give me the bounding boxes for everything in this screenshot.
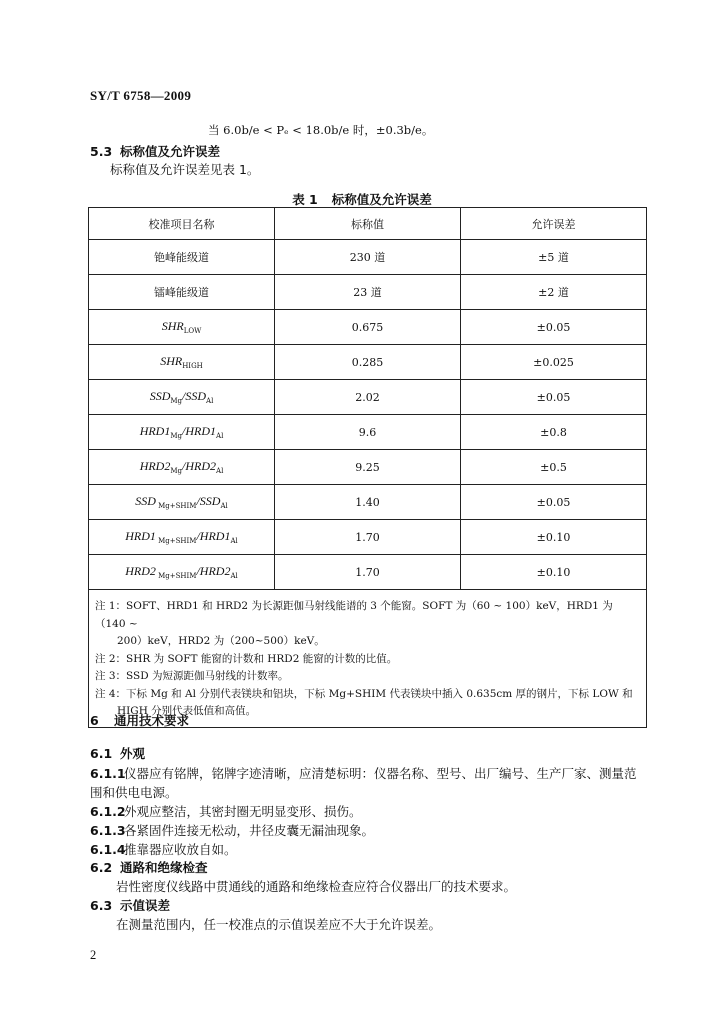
row-item: 铯峰能级道	[89, 240, 275, 275]
section-6-3-text: 在测量范围内，任一校准点的示值误差应不大于允许误差。	[116, 917, 442, 932]
table-row	[89, 485, 647, 520]
row-tolerance: ±0.10	[461, 520, 647, 555]
row-tolerance: ±0.05	[461, 380, 647, 415]
table-notes-row	[89, 590, 647, 728]
row-item: HRD2 $_{Mg+SHIM}/HRD2_{Al}$	[89, 555, 275, 590]
section-title: 通路和绝缘检查	[120, 860, 208, 875]
section-6-2-text: 岩性密度仪线路中贯通线的通路和绝缘检查应符合仪器出厂的技术要求。	[116, 879, 517, 894]
clause-number: 6.1.3	[90, 823, 126, 838]
header-tolerance: 允许误差	[461, 208, 647, 240]
table-caption	[0, 190, 724, 208]
row-item: $HRD1_{Mg}/HRD1_{Al}$	[89, 415, 275, 450]
row-tolerance: ±0.05	[461, 485, 647, 520]
table-caption-label: 表 1	[292, 192, 318, 207]
section-number: 6.2	[90, 860, 113, 875]
table-notes	[89, 590, 647, 728]
clause-text: 外观应整洁，其密封圈无明显变形、损伤。	[124, 804, 362, 819]
header-item: 校准项目名称	[89, 208, 275, 240]
clause-text: 推靠器应收放自如。	[124, 842, 237, 857]
clause-text: 各紧固件连接无松动，井径皮囊无漏油现象。	[124, 823, 375, 838]
table-row	[89, 240, 647, 275]
section-number: 5.3	[90, 144, 113, 159]
note-2: 注 2：SHR 为 SOFT 能窗的计数和 HRD2 能窗的计数的比值。	[95, 652, 398, 665]
section-title: 标称值及允许误差	[120, 144, 221, 159]
note-1: 注 1：SOFT、HRD1 和 HRD2 为长源距伽马射线能谱的 3 个能窗。SOFT 为（60 ~ 100）keV，HRD1 为（140 ~	[95, 600, 613, 630]
clause-number: 6.1.4	[90, 842, 126, 857]
note-1-continued: 200）keV，HRD2 为（200~500）keV。	[117, 635, 325, 647]
table-row	[89, 275, 647, 310]
clause-6-1-1-continued: 围和供电电源。	[90, 785, 178, 800]
row-nominal: 0.285	[275, 345, 461, 380]
section-5-3-heading	[90, 142, 220, 160]
section-title: 通用技术要求	[114, 713, 190, 728]
clause-text: 仪器应有铭牌，铭牌字迹清晰，应清楚标明：仪器名称、型号、出厂编号、生产厂家、测量范	[124, 766, 637, 781]
note-4-continued: HIGH 分别代表低值和高值。	[117, 705, 257, 717]
row-nominal: 9.6	[275, 415, 461, 450]
row-tolerance: ±0.5	[461, 450, 647, 485]
clause-6-1-2	[90, 802, 362, 820]
clause-number: 6.1.2	[90, 804, 126, 819]
row-item: 镭峰能级道	[89, 275, 275, 310]
row-tolerance: ±0.05	[461, 310, 647, 345]
section-6-2-heading	[90, 858, 208, 876]
table-row	[89, 345, 647, 380]
row-tolerance: ±5 道	[461, 240, 647, 275]
row-nominal: 2.02	[275, 380, 461, 415]
table-row	[89, 450, 647, 485]
row-nominal: 1.70	[275, 555, 461, 590]
note-3: 注 3：SSD 为短源距伽马射线的计数率。	[95, 670, 289, 682]
continuation-line: 当 6.0b/e < Pₑ < 18.0b/e 时，±0.3b/e。	[208, 123, 434, 137]
row-nominal: 1.70	[275, 520, 461, 555]
section-number: 6.1	[90, 746, 113, 761]
row-nominal: 1.40	[275, 485, 461, 520]
row-tolerance: ±0.10	[461, 555, 647, 590]
header-nominal: 标称值	[275, 208, 461, 240]
row-item: $HRD2_{Mg}/HRD2_{Al}$	[89, 450, 275, 485]
row-item: HRD1 $_{Mg+SHIM}/HRD1_{Al}$	[89, 520, 275, 555]
section-6-3-heading	[90, 896, 170, 914]
section-title: 外观	[120, 746, 146, 761]
tolerance-table	[88, 207, 647, 728]
table-row	[89, 310, 647, 345]
section-number: 6	[90, 713, 99, 728]
section-6-1-heading	[90, 744, 145, 762]
table-caption-title: 标称值及允许误差	[331, 192, 432, 207]
note-4: 注 4：下标 Mg 和 Al 分别代表镁块和铝块，下标 Mg+SHIM 代表镁块中插入 0.635cm 厚的钢片，下标 LOW 和	[95, 687, 633, 700]
row-item: $SHR_{HIGH}$	[89, 345, 275, 380]
row-item: SSD $_{Mg+SHIM}/SSD_{Al}$	[89, 485, 275, 520]
row-item: $SSD_{Mg}/SSD_{Al}$	[89, 380, 275, 415]
row-nominal: 9.25	[275, 450, 461, 485]
table-row	[89, 415, 647, 450]
clause-6-1-4	[90, 840, 237, 858]
table-row	[89, 380, 647, 415]
row-tolerance: ±0.8	[461, 415, 647, 450]
table-header-row	[89, 208, 647, 240]
clause-6-1-1	[90, 764, 637, 782]
row-tolerance: ±0.025	[461, 345, 647, 380]
section-5-3-intro: 标称值及允许误差见表 1。	[110, 162, 260, 177]
clause-6-1-3	[90, 821, 374, 839]
section-title: 示值误差	[120, 898, 171, 913]
section-6-heading	[90, 711, 189, 729]
row-nominal: 0.675	[275, 310, 461, 345]
page-number: 2	[90, 948, 97, 962]
table-row	[89, 520, 647, 555]
table-row	[89, 555, 647, 590]
row-item: $SHR_{LOW}$	[89, 310, 275, 345]
row-tolerance: ±2 道	[461, 275, 647, 310]
row-nominal: 230 道	[275, 240, 461, 275]
clause-number: 6.1.1	[90, 766, 126, 781]
section-number: 6.3	[90, 898, 113, 913]
row-nominal: 23 道	[275, 275, 461, 310]
standard-code-header: SY/T 6758—2009	[90, 88, 192, 103]
